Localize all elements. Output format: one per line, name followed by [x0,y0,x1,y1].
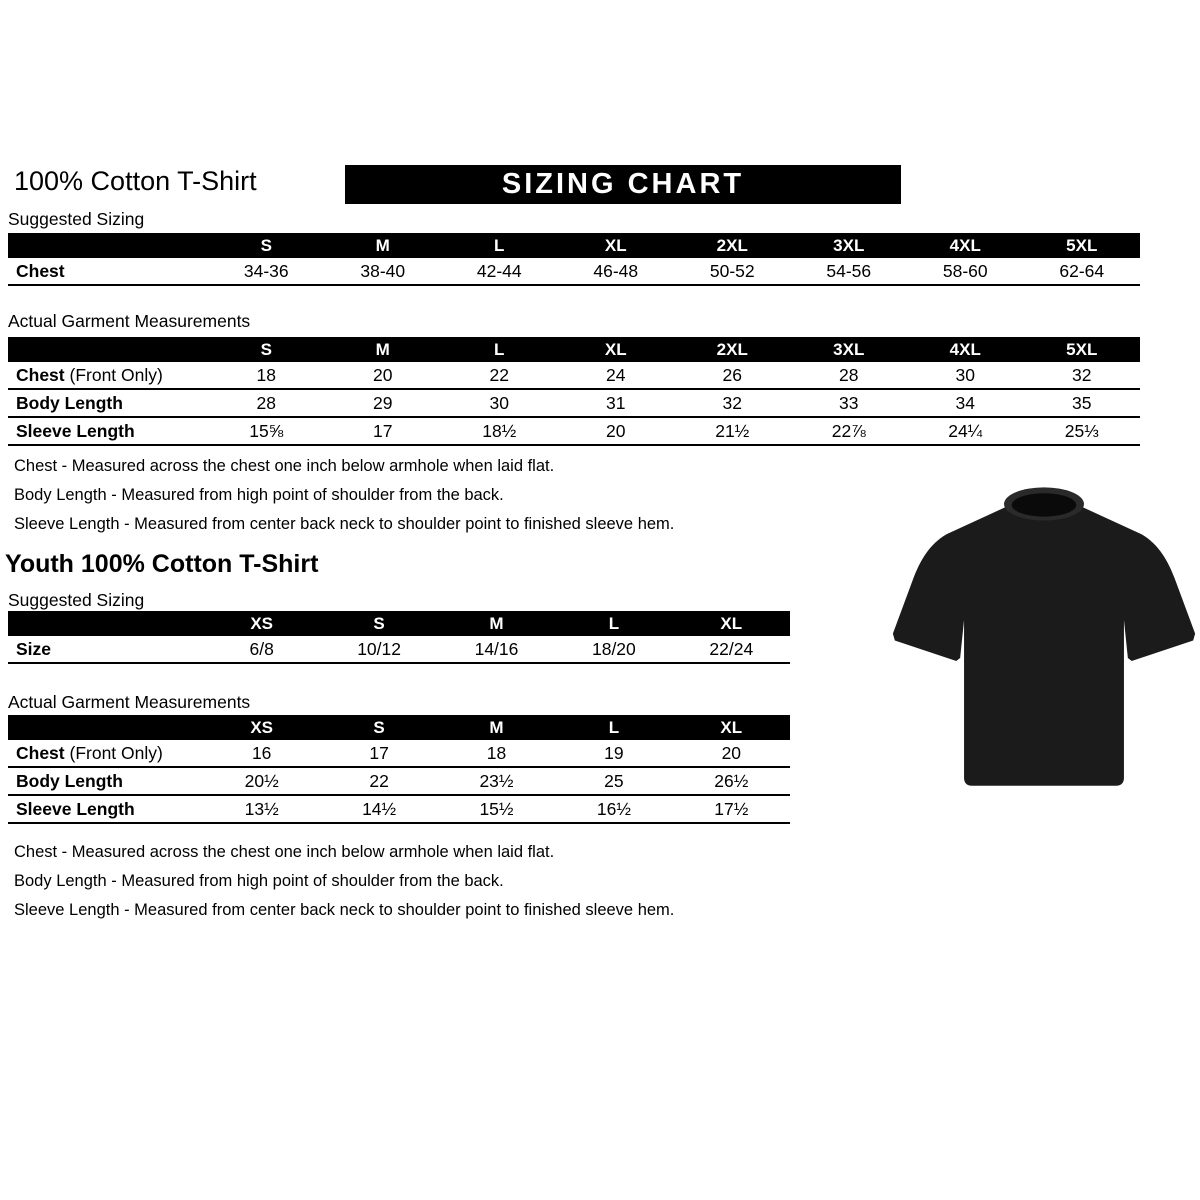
column-header: L [494,235,505,255]
table-cell: 13½ [244,798,279,819]
column-header: 3XL [833,235,865,255]
table-cell: 22 [489,364,509,385]
table-cell: 50-52 [709,260,755,281]
table-row [8,258,1140,286]
table-cell: 54-56 [826,260,872,281]
table-header-row [8,337,1140,362]
table-cell: 28 [256,392,276,413]
column-header: 5XL [1066,339,1098,359]
table-cell: 22/24 [709,638,754,659]
table-cell: 18½ [482,420,517,441]
column-header: M [375,339,390,359]
table-cell: 31 [606,392,626,413]
table-row [8,740,790,768]
note-line: Sleeve Length - Measured from center back neck to shoulder point to finished sleeve hem. [14,515,675,533]
column-header: XL [720,717,743,737]
column-header: 4XL [949,339,981,359]
table-header-row [8,715,790,740]
column-header: M [489,613,504,633]
youth-suggested-label: Suggested Sizing [8,590,145,610]
youth-actual-table [8,715,790,824]
table-cell: 18/20 [591,638,636,659]
column-header: XS [250,717,274,737]
table-cell: 15⅝ [249,420,284,441]
note-line: Body Length - Measured from high point of shoulder from the back. [14,486,504,504]
note-line: Chest - Measured across the chest one inch below armhole when laid flat. [14,843,555,861]
page-title: 100% Cotton T-Shirt [14,166,257,196]
table-cell: 20 [373,364,393,385]
table-header-row [8,611,790,636]
youth-actual-label: Actual Garment Measurements [8,692,251,712]
column-header: S [260,235,272,255]
adult-suggested-label: Suggested Sizing [8,209,145,229]
table-cell: 6/8 [249,638,274,659]
table-cell: 32 [1072,364,1092,385]
table-cell: 25 [604,770,624,791]
row-label-text: Chest [16,742,65,763]
row-label [8,639,203,660]
adult-notes [14,456,914,543]
row-label-text: Sleeve Length [16,798,135,819]
column-header: XL [604,235,627,255]
note-line: Chest - Measured across the chest one inch below armhole when laid flat. [14,457,555,475]
column-header: L [494,339,505,359]
table-cell: 21½ [715,420,750,441]
sizing-chart-banner: SIZING CHART [345,165,901,204]
table-cell: 58-60 [942,260,988,281]
table-cell: 33 [839,392,859,413]
table-cell: 14½ [362,798,397,819]
adult-actual-label: Actual Garment Measurements [8,311,251,331]
row-label-text: Body Length [16,770,123,791]
row-label [8,421,208,442]
row-label-text: Sleeve Length [16,420,135,441]
table-cell: 35 [1072,392,1092,413]
table-row [8,390,1140,418]
row-label-suffix: (Front Only) [64,364,163,385]
table-cell: 28 [839,364,859,385]
column-header: 4XL [949,235,981,255]
tshirt-image [888,472,1200,807]
column-header: 2XL [716,235,748,255]
table-cell: 38-40 [360,260,406,281]
table-cell: 20 [606,420,626,441]
row-label [8,393,208,414]
table-cell: 26½ [714,770,749,791]
table-cell: 62-64 [1059,260,1105,281]
table-cell: 22⅞ [831,420,866,441]
row-label-text: Chest [16,260,65,281]
column-header: L [608,717,620,737]
row-label [8,771,203,792]
table-cell: 24¼ [948,420,983,441]
table-cell: 23½ [479,770,514,791]
table-cell: 14/16 [474,638,519,659]
table-row [8,636,790,664]
column-header: XL [604,339,627,359]
column-header: M [375,235,390,255]
row-label [8,743,203,764]
note-line: Body Length - Measured from high point of shoulder from the back. [14,872,504,890]
column-header: 2XL [716,339,748,359]
row-label-text: Chest [16,364,65,385]
table-cell: 42-44 [476,260,522,281]
column-header: S [373,717,385,737]
column-header: M [489,717,504,737]
table-row [8,362,1140,390]
table-cell: 46-48 [593,260,639,281]
row-label-suffix: (Front Only) [64,742,163,763]
adult-suggested-table [8,233,1140,286]
table-cell: 22 [369,770,389,791]
column-header: S [373,613,385,633]
column-header: 5XL [1066,235,1098,255]
table-cell: 20½ [244,770,279,791]
table-cell: 17 [369,742,389,763]
table-cell: 29 [373,392,393,413]
table-cell: 34 [955,392,975,413]
table-cell: 15½ [479,798,514,819]
note-line: Sleeve Length - Measured from center back neck to shoulder point to finished sleeve hem. [14,901,675,919]
table-cell: 32 [722,392,742,413]
table-cell: 16 [251,742,272,763]
table-cell: 16½ [596,798,631,819]
column-header: L [608,613,620,633]
table-cell: 18 [486,742,507,763]
table-cell: 20 [721,742,742,763]
table-cell: 10/12 [357,638,401,659]
youth-section-title: Youth 100% Cotton T-Shirt [5,550,319,578]
table-cell: 34-36 [243,260,289,281]
youth-notes [14,842,914,929]
row-label [8,365,208,386]
column-header: XS [250,613,274,633]
column-header: 3XL [833,339,865,359]
column-header: S [260,339,272,359]
column-header: XL [720,613,743,633]
row-label-text: Size [16,638,52,659]
table-cell: 18 [256,364,276,385]
row-label [8,261,208,282]
table-cell: 26 [722,364,742,385]
table-row [8,768,790,796]
table-cell: 17½ [714,798,749,819]
row-label [8,799,203,820]
adult-actual-table [8,337,1140,446]
table-header-row [8,233,1140,258]
table-cell: 25⅓ [1064,420,1099,441]
table-cell: 30 [489,392,509,413]
youth-suggested-table [8,611,790,664]
tshirt-icon [888,472,1200,807]
table-cell: 17 [373,420,393,441]
table-cell: 30 [955,364,975,385]
table-cell: 24 [606,364,626,385]
table-row [8,418,1140,446]
table-row [8,796,790,824]
table-cell: 19 [604,742,624,763]
row-label-text: Body Length [16,392,123,413]
